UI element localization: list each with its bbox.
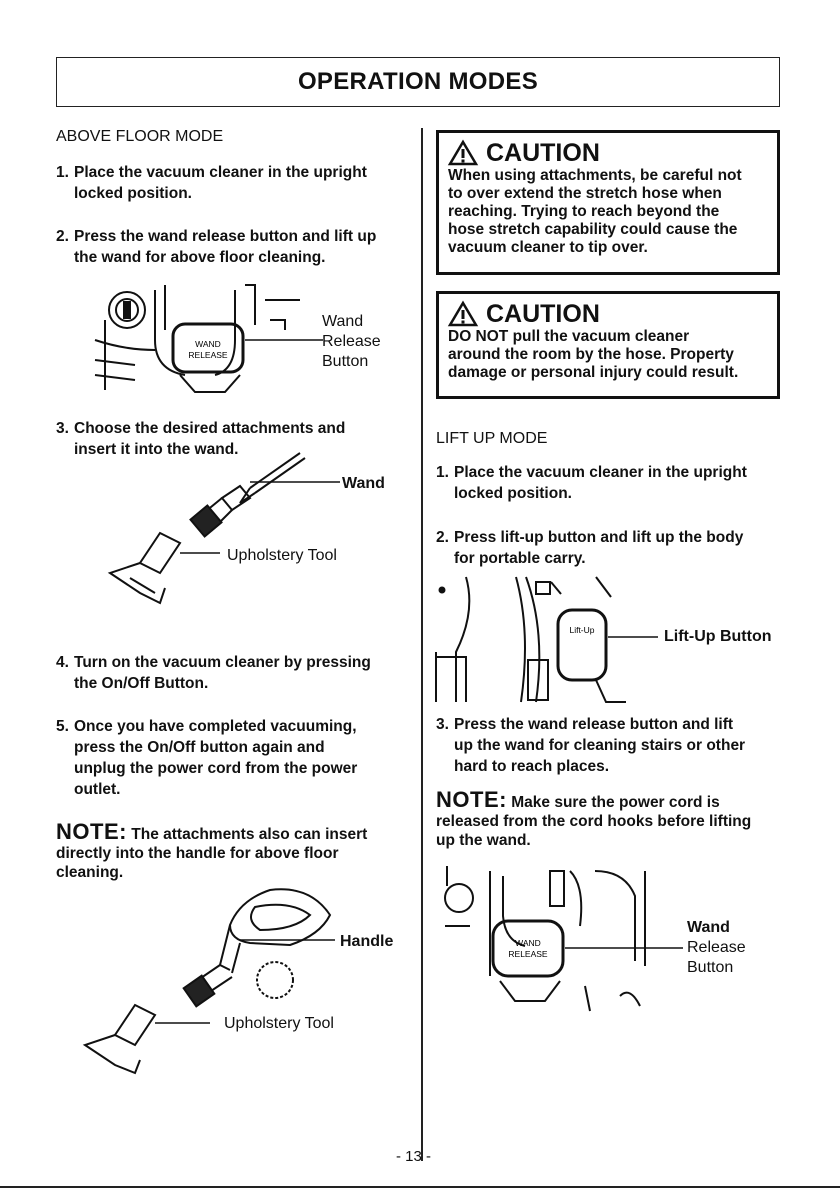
label-line: Wand — [687, 919, 730, 936]
left-step-2 — [56, 226, 416, 268]
step-number: 1. — [436, 464, 449, 481]
left-note — [56, 819, 416, 882]
warning-triangle-icon — [448, 140, 478, 166]
label-line: Button — [322, 353, 369, 370]
right-step-2 — [436, 527, 786, 569]
button-caption: Lift-Up — [569, 625, 595, 635]
step-number: 4. — [56, 654, 69, 671]
label-line: Release — [687, 939, 746, 956]
page-number: - 13 - — [396, 1148, 432, 1165]
step-text: locked position. — [74, 185, 192, 202]
step-number: 2. — [436, 529, 449, 546]
step-text: insert it into the wand. — [74, 441, 239, 458]
left-step-5 — [56, 716, 416, 800]
left-step-1 — [56, 162, 406, 204]
step-text: outlet. — [74, 781, 121, 798]
step-text: Place the vacuum cleaner in the upright — [74, 164, 367, 181]
step-text: the On/Off Button. — [74, 675, 209, 692]
note-label: NOTE: — [56, 819, 127, 844]
step-number: 3. — [436, 716, 449, 733]
button-caption: WAND — [195, 339, 221, 349]
caution-title: CAUTION — [486, 139, 600, 167]
right-note — [436, 787, 786, 850]
warning-triangle-icon — [448, 301, 478, 327]
label-line: Release — [322, 333, 381, 350]
caution-line: DO NOT pull the vacuum cleaner — [448, 328, 690, 345]
column-divider — [421, 128, 423, 1161]
label-line: Wand — [322, 313, 364, 330]
step-text: unplug the power cord from the power — [74, 760, 358, 777]
caution-box-attachments — [436, 130, 780, 275]
label-line: Button — [687, 959, 734, 976]
step-number: 2. — [56, 228, 69, 245]
wand-label: Wand — [342, 475, 385, 492]
step-text: hard to reach places. — [454, 758, 610, 775]
upholstery-tool-label: Upholstery Tool — [227, 547, 337, 564]
step-number: 1. — [56, 164, 69, 181]
step-text: Once you have completed vacuuming, — [74, 718, 357, 735]
lift-up-button-figure — [436, 572, 666, 707]
caution-title: CAUTION — [486, 300, 600, 328]
step-text: Press the wand release button and lift — [454, 716, 734, 733]
step-number: 3. — [56, 420, 69, 437]
step-text: Choose the desired attachments and — [74, 420, 346, 437]
left-step-4 — [56, 652, 416, 694]
caution-text — [448, 167, 768, 257]
caution-heading — [448, 139, 768, 167]
step-text: the wand for above floor cleaning. — [74, 249, 326, 266]
wand-release-label-2 — [687, 918, 746, 978]
caution-line: vacuum cleaner to tip over. — [448, 239, 648, 256]
note-label: NOTE: — [436, 787, 507, 812]
note-text: The attachments also can insert — [131, 826, 368, 843]
note-text: Make sure the power cord is — [511, 794, 720, 811]
lift-up-button-label: Lift-Up Button — [664, 628, 772, 645]
caution-heading — [448, 300, 768, 328]
right-step-1 — [436, 462, 786, 504]
caution-line: damage or personal injury could result. — [448, 364, 739, 381]
step-text: up the wand for cleaning stairs or other — [454, 737, 746, 754]
bottom-rule — [0, 1186, 840, 1188]
button-caption: RELEASE — [508, 949, 548, 959]
caution-box-hose — [436, 291, 780, 399]
caution-line: hose stretch capability could cause the — [448, 221, 738, 238]
caution-text — [448, 328, 768, 382]
caution-line: to over extend the stretch hose when — [448, 185, 722, 202]
caution-line: When using attachments, be careful not — [448, 167, 742, 184]
above-floor-mode-heading: ABOVE FLOOR MODE — [56, 128, 224, 145]
handle-label: Handle — [340, 933, 394, 950]
page-title: OPERATION MODES — [56, 57, 780, 107]
button-caption: RELEASE — [188, 350, 228, 360]
step-text: Place the vacuum cleaner in the upright — [454, 464, 747, 481]
right-step-3 — [436, 714, 786, 777]
step-text: locked position. — [454, 485, 572, 502]
lift-up-mode-heading: LIFT UP MODE — [436, 430, 548, 447]
handle-attachment-figure — [80, 885, 350, 1075]
caution-line: around the room by the hose. Property — [448, 346, 734, 363]
note-text: up the wand. — [436, 832, 531, 849]
step-text: Press lift-up button and lift up the body — [454, 529, 744, 546]
wand-release-figure — [95, 280, 325, 400]
note-text: cleaning. — [56, 864, 124, 881]
caution-line: reaching. Trying to reach beyond the — [448, 203, 720, 220]
step-number: 5. — [56, 718, 69, 735]
step-text: for portable carry. — [454, 550, 586, 567]
wand-release-label — [322, 312, 381, 372]
step-text: Press the wand release button and lift up — [74, 228, 377, 245]
note-text: released from the cord hooks before lifting — [436, 813, 752, 830]
wand-attachment-figure — [100, 448, 350, 618]
note-text: directly into the handle for above floor — [56, 845, 339, 862]
step-text: press the On/Off button again and — [74, 739, 325, 756]
upholstery-tool-label: Upholstery Tool — [224, 1015, 334, 1032]
button-caption: WAND — [515, 938, 541, 948]
step-text: Turn on the vacuum cleaner by pressing — [74, 654, 371, 671]
wand-release-figure-2 — [445, 866, 690, 1016]
